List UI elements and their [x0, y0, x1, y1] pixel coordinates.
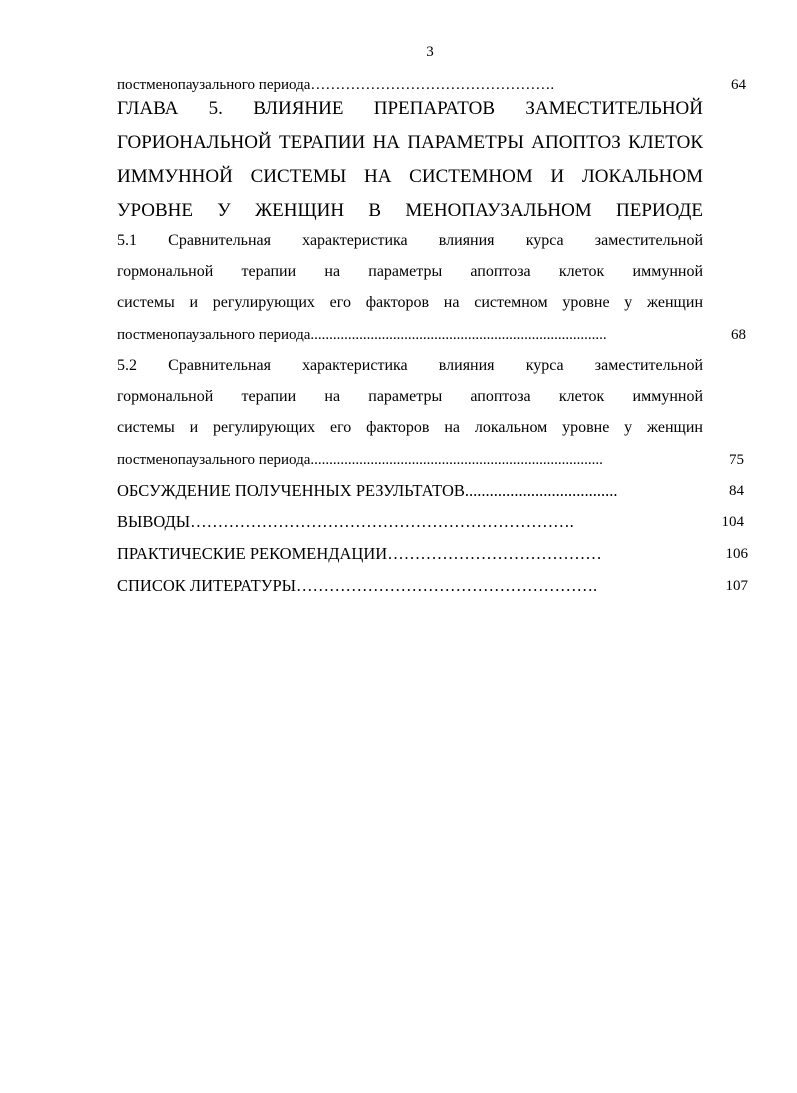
toc-page-number: 64 — [731, 77, 746, 93]
section-5-1-line: 5.1 Сравнительная характеристика влияния курса заместительной — [117, 232, 703, 249]
toc-entry-text: постменопаузального периода — [117, 77, 311, 93]
section-5-2-line: 5.2 Сравнительная характеристика влияния курса заместительной — [117, 357, 703, 374]
toc-page-number: 104 — [721, 514, 744, 530]
toc-page-number: 68 — [731, 327, 746, 343]
leader-dots: ………………………………… — [387, 544, 602, 563]
chapter-heading-line: ГОРИОНАЛЬНОЙ ТЕРАПИИ НА ПАРАМЕТРЫ АПОПТОЗ КЛЕТОК — [117, 132, 703, 153]
section-5-1-last-line — [117, 326, 607, 344]
toc-entry-text: постменопаузального периода — [117, 452, 311, 468]
section-5-2-last-line — [117, 451, 603, 469]
leader-dots: .............................................................................. — [310, 452, 603, 468]
toc-entry-references — [117, 577, 597, 595]
toc-entry-text: постменопаузального периода — [117, 327, 311, 343]
section-5-2-line: системы и регулирующих его факторов на локальном уровне у женщин — [117, 419, 703, 436]
toc-entry-text: ПРАКТИЧЕСКИЕ РЕКОМЕНДАЦИИ — [117, 544, 388, 563]
chapter-heading-line: ИММУННОЙ СИСТЕМЫ НА СИСТЕМНОМ И ЛОКАЛЬНОМ — [117, 166, 703, 187]
toc-page-number: 84 — [729, 483, 744, 499]
section-5-1-line: гормональной терапии на параметры апоптоза клеток иммунной — [117, 263, 703, 280]
leader-dots: ............................................................................... — [310, 327, 607, 343]
toc-entry-conclusions — [117, 513, 574, 531]
toc-page-number: 107 — [725, 578, 748, 594]
section-5-2-line: гормональной терапии на параметры апоптоза клеток иммунной — [117, 388, 703, 405]
section-5-1-line: системы и регулирующих его факторов на системном уровне у женщин — [117, 294, 703, 311]
toc-entry-recommendations — [117, 545, 602, 563]
toc-entry-text: ВЫВОДЫ — [117, 512, 191, 531]
toc-entry-discussion — [117, 482, 618, 500]
toc-entry-prev-tail — [117, 76, 554, 94]
chapter-heading-line: УРОВНЕ У ЖЕНЩИН В МЕНОПАУЗАЛЬНОМ ПЕРИОДЕ — [117, 200, 703, 221]
leader-dots: ………………………………………………. — [296, 576, 598, 595]
toc-page-number: 106 — [725, 546, 748, 562]
leader-dots: ..................................... — [464, 481, 618, 500]
toc-page-number: 75 — [729, 452, 744, 468]
toc-entry-text: ОБСУЖДЕНИЕ ПОЛУЧЕННЫХ РЕЗУЛЬТАТОВ — [117, 481, 465, 500]
toc-entry-text: СПИСОК ЛИТЕРАТУРЫ — [117, 576, 297, 595]
leader-dots: …………………………………………. — [310, 77, 555, 93]
page-number: 3 — [426, 44, 434, 60]
leader-dots: ……………………………………………………………. — [190, 512, 574, 531]
chapter-heading-line: ГЛАВА 5. ВЛИЯНИЕ ПРЕПАРАТОВ ЗАМЕСТИТЕЛЬНОЙ — [117, 98, 703, 119]
